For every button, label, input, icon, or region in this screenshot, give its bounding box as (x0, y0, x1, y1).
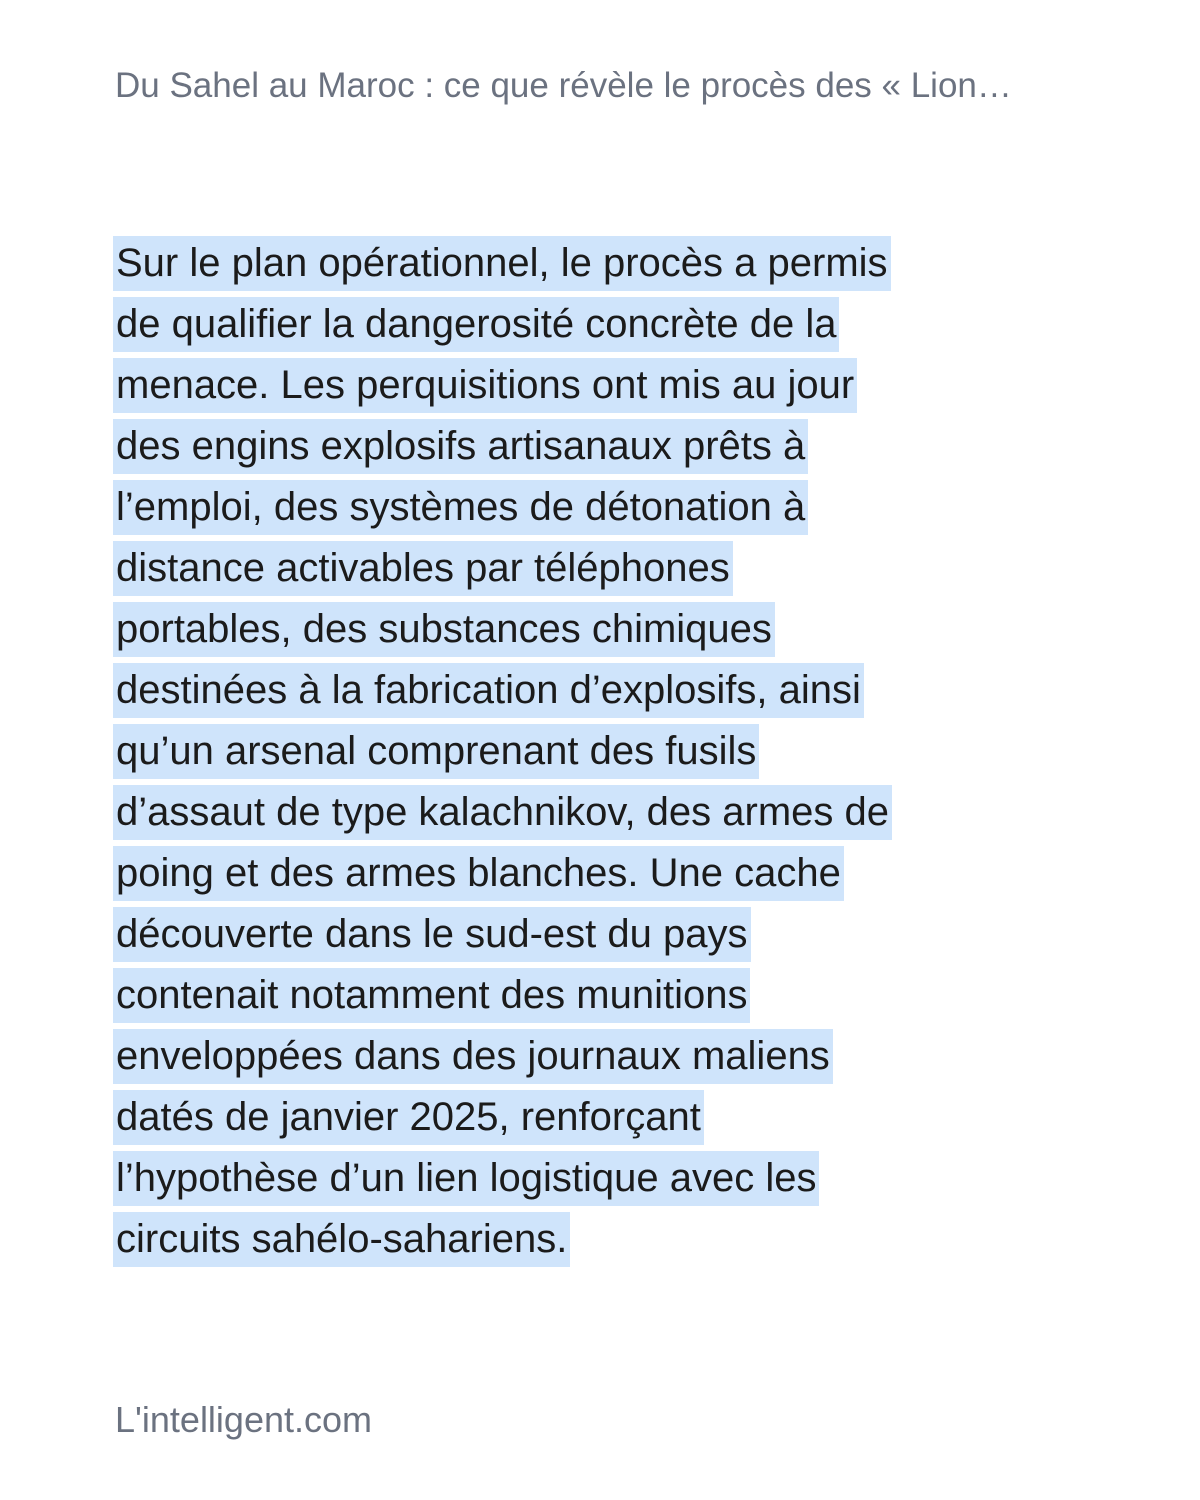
quote-line-text: des engins explosifs artisanaux prêts à (113, 419, 808, 474)
quote-line-text: enveloppées dans des journaux maliens (113, 1029, 833, 1084)
quote-line (113, 480, 1113, 541)
quote-line (113, 1029, 1113, 1090)
quote-line-text: destinées à la fabrication d’explosifs, ainsi (113, 663, 864, 718)
quote-line (113, 358, 1113, 419)
source-label: L'intelligent.com (115, 1399, 373, 1440)
article-title: Du Sahel au Maroc : ce que révèle le procès des « Lion… (115, 66, 1012, 105)
quote-line-text: menace. Les perquisitions ont mis au jour (113, 358, 857, 413)
quote-line (113, 785, 1113, 846)
quote-line (113, 724, 1113, 785)
quote-line-text: distance activables par téléphones (113, 541, 733, 596)
quote-line-text: datés de janvier 2025, renforçant (113, 1090, 704, 1145)
quote-line-text: l’hypothèse d’un lien logistique avec les (113, 1151, 819, 1206)
quote-line (113, 846, 1113, 907)
quote-line (113, 1151, 1113, 1212)
quote-line-text: découverte dans le sud-est du pays (113, 907, 751, 962)
quote-line-text: circuits sahélo-sahariens. (113, 1212, 570, 1267)
quote-line-text: de qualifier la dangerosité concrète de la (113, 297, 839, 352)
quote-line-text: qu’un arsenal comprenant des fusils (113, 724, 759, 779)
quote-line (113, 1212, 1113, 1273)
quote-line-text: d’assaut de type kalachnikov, des armes de (113, 785, 892, 840)
quote-line-text: contenait notamment des munitions (113, 968, 750, 1023)
quote-line (113, 663, 1113, 724)
highlighted-quote (113, 236, 1113, 1273)
quote-line (113, 907, 1113, 968)
quote-line (113, 541, 1113, 602)
quote-line-text: poing et des armes blanches. Une cache (113, 846, 844, 901)
quote-line-text: Sur le plan opérationnel, le procès a permis (113, 236, 891, 291)
quote-line (113, 419, 1113, 480)
quote-line (113, 1090, 1113, 1151)
quote-line (113, 968, 1113, 1029)
quote-line (113, 602, 1113, 663)
quote-line (113, 236, 1113, 297)
quote-line-text: portables, des substances chimiques (113, 602, 775, 657)
quote-line-text: l’emploi, des systèmes de détonation à (113, 480, 808, 535)
quote-line (113, 297, 1113, 358)
